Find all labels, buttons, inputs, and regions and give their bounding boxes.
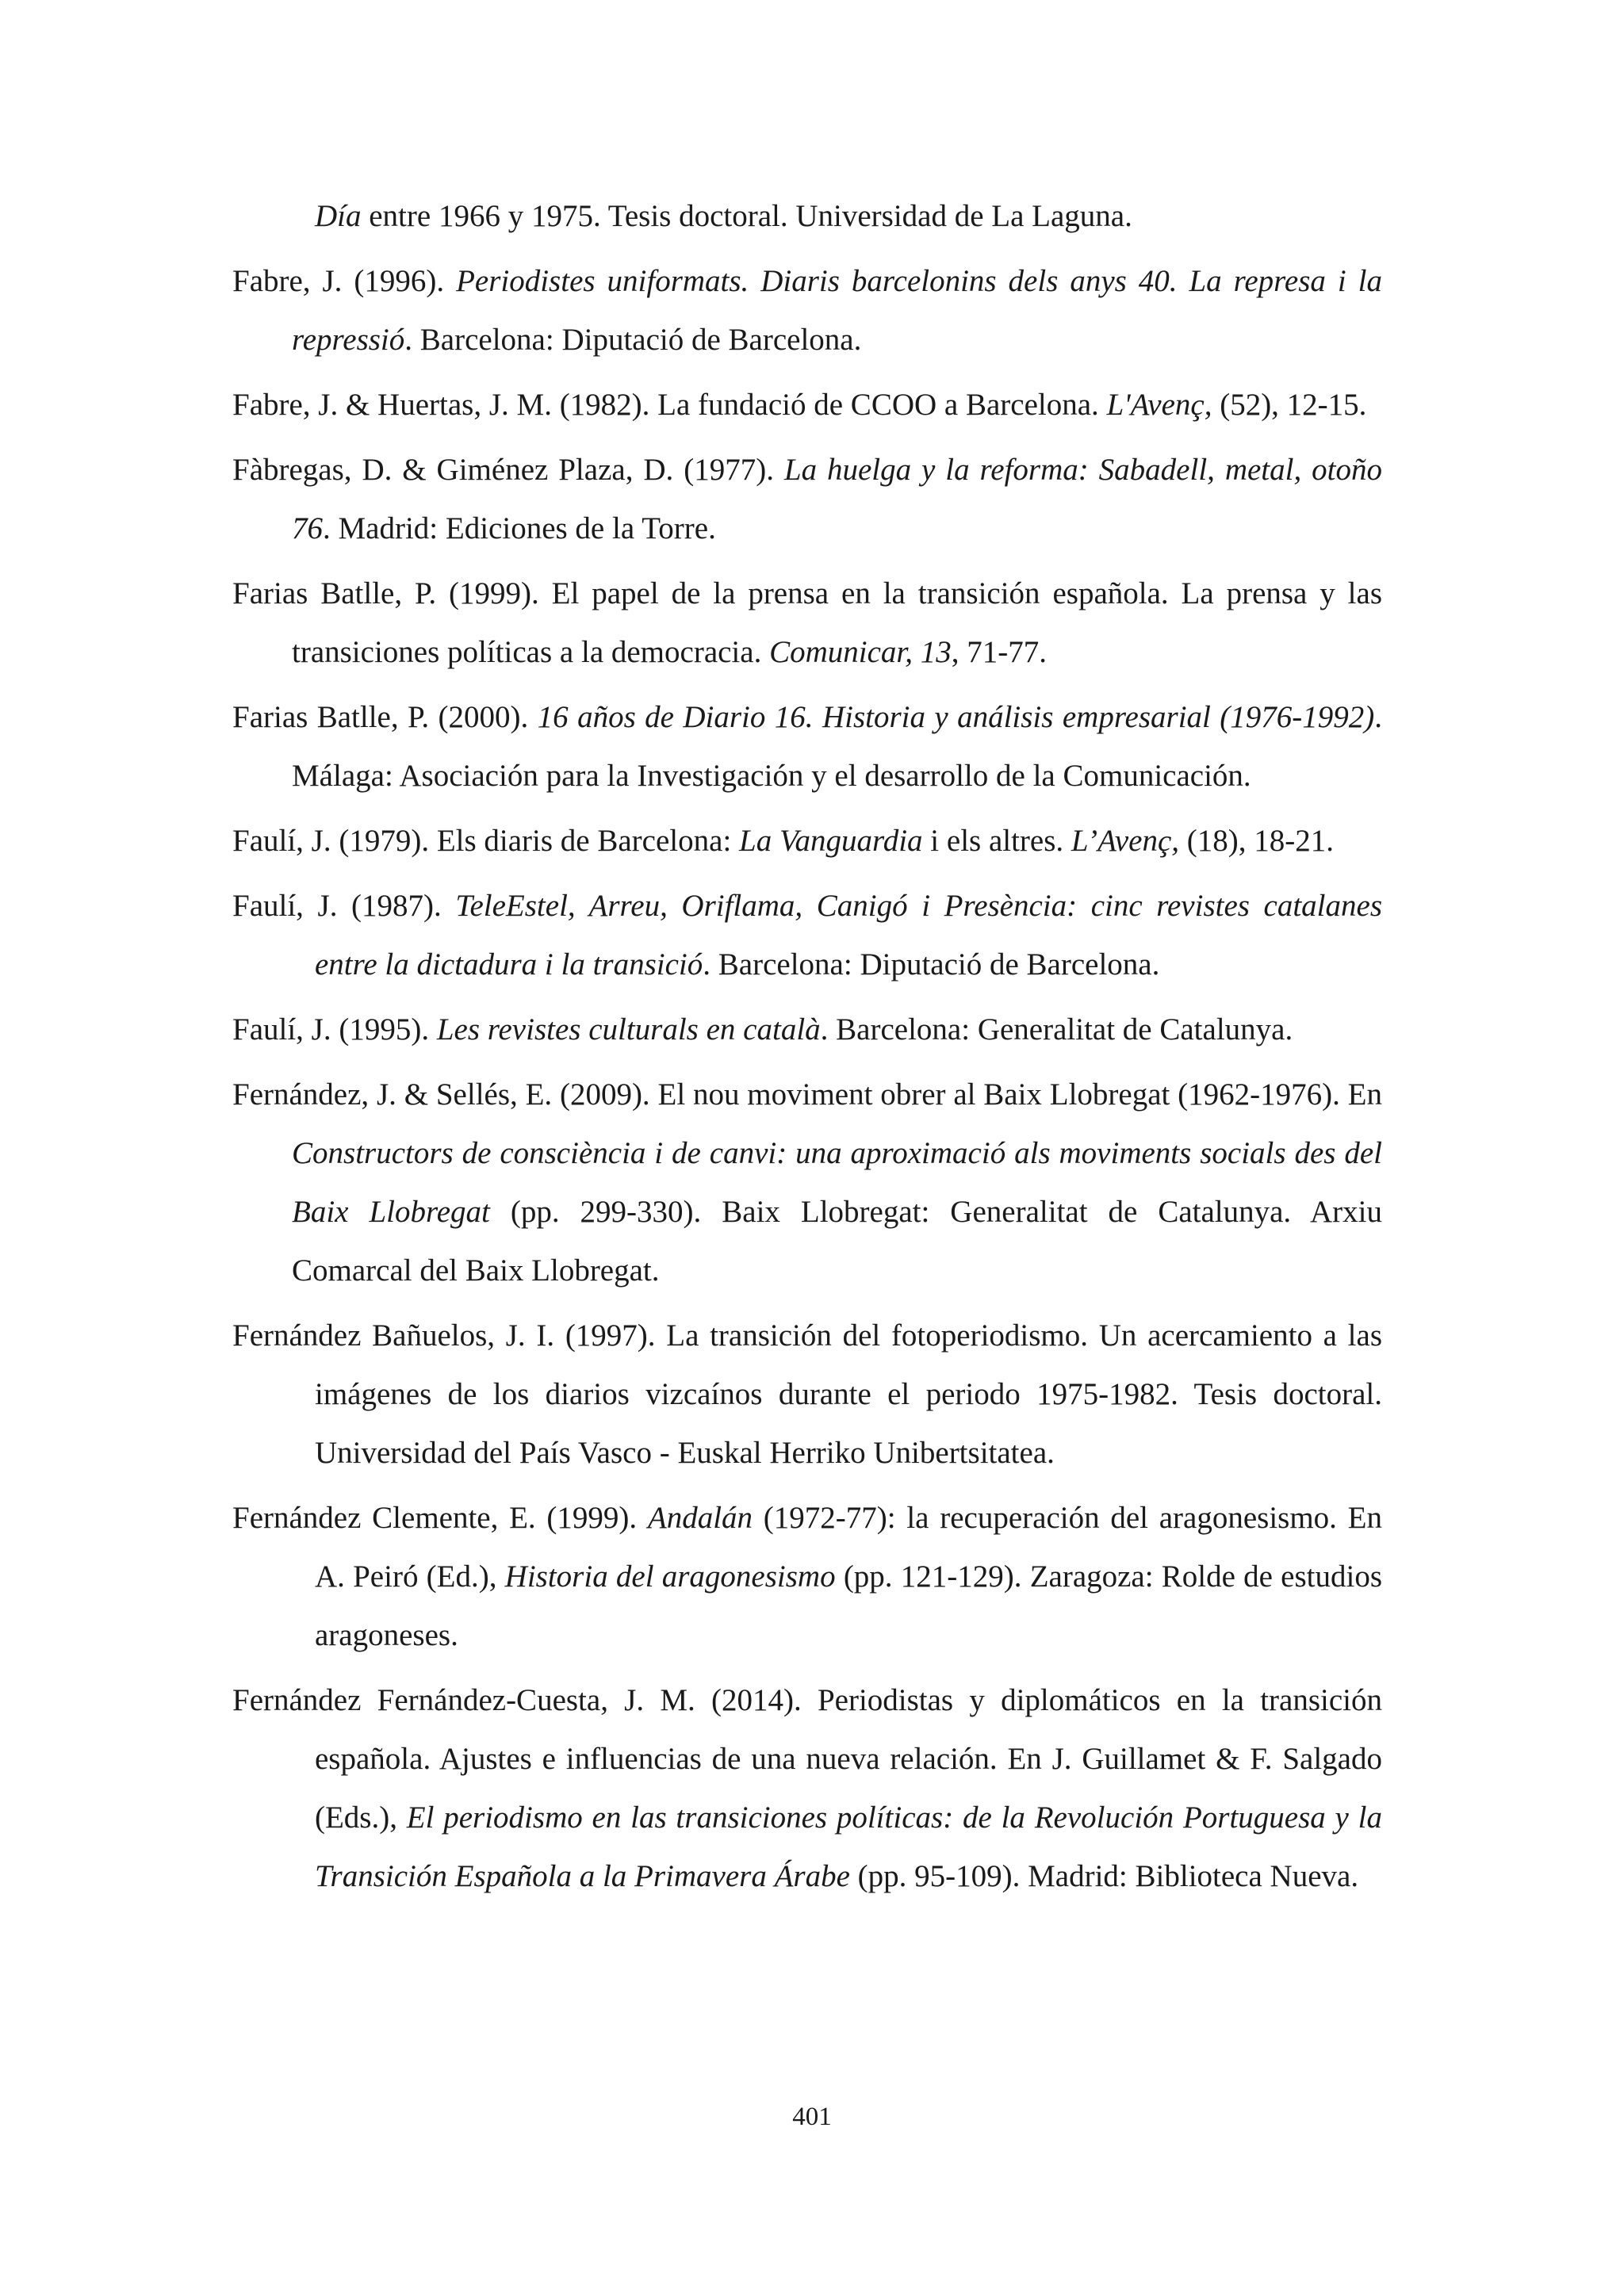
reference-italic-text: TeleEstel, Arreu, Oriflama, Canigó i Presència: cinc revistes catalanes entre la dictadura i la transició bbox=[315, 889, 1383, 982]
reference-text: (18), 18-21. bbox=[1179, 824, 1334, 858]
reference-text: (pp. 299-330). Baix Llobregat: Generalitat de Catalunya. Arxiu Comarcal del Baix Llobregat. bbox=[292, 1195, 1382, 1288]
page-number: 401 bbox=[792, 2103, 832, 2131]
reference-entry bbox=[232, 187, 1382, 246]
reference-text: Fernández, J. & Sellés, E. (2009). El nou moviment obrer al Baix Llobregat (1962-1976). En bbox=[232, 1077, 1382, 1112]
reference-text: Fabre, J. (1996). bbox=[232, 264, 457, 298]
reference-text: (1972-77): la recuperación del aragonesismo. En A. Peiró (Ed.), bbox=[315, 1501, 1382, 1594]
reference-italic-text: Andalán bbox=[647, 1501, 753, 1535]
reference-text: (52), 12-15. bbox=[1212, 388, 1367, 422]
reference-entry bbox=[232, 252, 1382, 369]
reference-text: entre 1966 y 1975. Tesis doctoral. Universidad de La Laguna. bbox=[361, 199, 1132, 233]
reference-text: Fabre, J. & Huertas, J. M. (1982). La fundació de CCOO a Barcelona. bbox=[232, 388, 1107, 422]
reference-entry bbox=[232, 1671, 1382, 1906]
reference-entry bbox=[232, 376, 1382, 434]
reference-text: (pp. 121-129). Zaragoza: Rolde de estudios aragoneses. bbox=[315, 1559, 1383, 1652]
reference-text: . Málaga: Asociación para la Investigación y el desarrollo de la Comunicación. bbox=[292, 700, 1383, 793]
reference-italic-text: 16 años de Diario 16. Historia y análisis empresarial (1976-1992) bbox=[537, 700, 1375, 734]
reference-text: Farias Batlle, P. (2000). bbox=[232, 700, 538, 734]
reference-text: i els altres. bbox=[922, 824, 1071, 858]
reference-text: Fernández Bañuelos, J. I. (1997). La transición del fotoperiodismo. Un acercamiento a las imágenes de los diarios vizcaínos durante el periodo 1975-1982. Tesis doctoral. Universidad del País Vasco - Euskal Herriko Unibertsitatea. bbox=[232, 1318, 1382, 1470]
reference-italic-text: Les revistes culturals en català bbox=[436, 1012, 821, 1047]
reference-text: Faulí, J. (1979). Els diaris de Barcelona: bbox=[232, 824, 740, 858]
reference-entry bbox=[232, 1001, 1382, 1059]
reference-text: (pp. 95-109). Madrid: Biblioteca Nueva. bbox=[849, 1859, 1359, 1893]
reference-italic-text: L’Avenç, bbox=[1071, 824, 1180, 858]
reference-entry bbox=[232, 441, 1382, 558]
reference-text: . Barcelona: Generalitat de Catalunya. bbox=[820, 1012, 1293, 1047]
reference-text: Fàbregas, D. & Giménez Plaza, D. (1977). bbox=[232, 453, 784, 487]
reference-list bbox=[232, 187, 1382, 1912]
reference-entry bbox=[232, 1307, 1382, 1483]
reference-entry bbox=[232, 1489, 1382, 1665]
reference-entry bbox=[232, 688, 1382, 806]
reference-italic-text: Comunicar, 13 bbox=[769, 635, 952, 669]
reference-text: Fernández Fernández-Cuesta, J. M. (2014). Periodistas y diplomáticos en la transición española. Ajustes e influencias de una nueva relación. En J. Guillamet & F. Salgado (Eds.), bbox=[232, 1683, 1382, 1835]
reference-text: Faulí, J. (1987). bbox=[232, 889, 456, 923]
reference-italic-text: L'Avenç, bbox=[1106, 388, 1212, 422]
reference-text: Farias Batlle, P. (1999). El papel de la prensa en la transición española. La prensa y las transiciones políticas a la democracia. bbox=[232, 576, 1382, 669]
reference-italic-text: El periodismo en las transiciones políticas: de la Revolución Portuguesa y la Transición Española a la Primavera Árabe bbox=[315, 1800, 1382, 1893]
reference-italic-text: Periodistes uniformats. Diaris barcelonins dels anys 40. La represa i la repressió bbox=[292, 264, 1382, 357]
reference-text: Fernández Clemente, E. (1999). bbox=[232, 1501, 648, 1535]
reference-entry bbox=[232, 564, 1382, 682]
reference-italic-text: La Vanguardia bbox=[739, 824, 923, 858]
reference-text: . Barcelona: Diputació de Barcelona. bbox=[703, 947, 1160, 982]
reference-text: . Madrid: Ediciones de la Torre. bbox=[323, 511, 716, 545]
reference-text: , 71-77. bbox=[951, 635, 1048, 669]
reference-italic-text: Historia del aragonesismo bbox=[504, 1559, 836, 1594]
reference-entry bbox=[232, 1066, 1382, 1300]
reference-text: . Barcelona: Diputació de Barcelona. bbox=[404, 323, 862, 357]
reference-text: Faulí, J. (1995). bbox=[232, 1012, 437, 1047]
reference-italic-text: La huelga y la reforma: Sabadell, metal, otoño 76 bbox=[292, 453, 1382, 545]
reference-entry bbox=[232, 812, 1382, 871]
reference-italic-text: Día bbox=[315, 199, 362, 233]
reference-entry bbox=[232, 877, 1382, 994]
reference-italic-text: Constructors de consciència i de canvi: una aproximació als moviments socials des del Baix Llobregat bbox=[292, 1136, 1382, 1229]
